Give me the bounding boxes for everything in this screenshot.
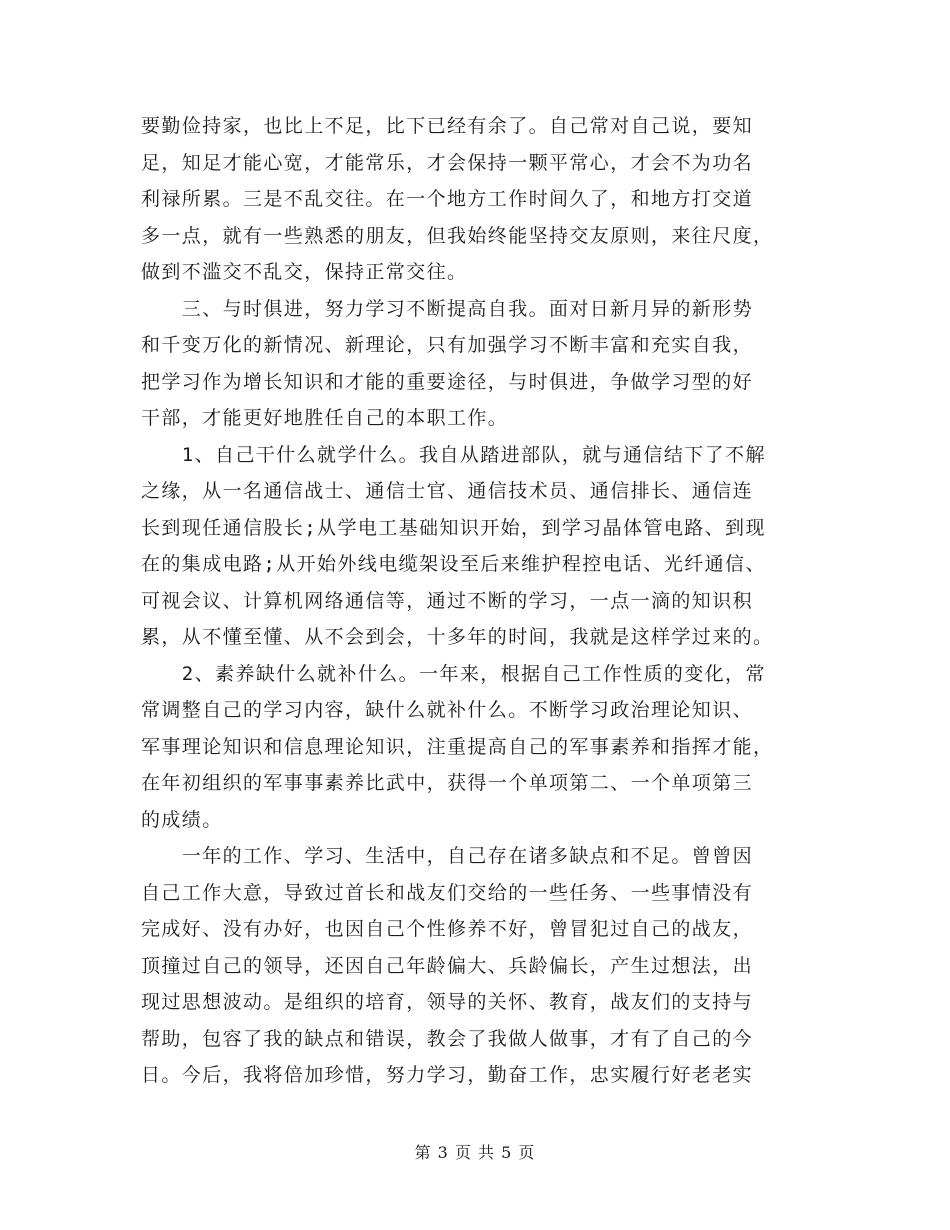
text-line: 一年的工作、学习、生活中，自己存在诸多缺点和不足。曾曾因 [141, 845, 754, 867]
text-line: 在年初组织的军事事素养比武中，获得一个单项第二、一个单项第三 [141, 772, 754, 794]
text-line: 可视会议、计算机网络通信等，通过不断的学习，一点一滴的知识积 [141, 589, 754, 612]
text-line: 在的集成电路;从开始外线电缆架设至后来维护程控电话、光纤通信、 [141, 553, 766, 575]
page-number: 第 3 页 共 5 页 [414, 1143, 536, 1162]
text-line: 足，知足才能心宽，才能常乐，才会保持一颗平常心，才会不为功名 [141, 151, 754, 174]
text-line: 干部，才能更好地胜任自己的本职工作。 [141, 407, 509, 429]
text-line: 要勤俭持家，也比上不足，比下已经有余了。自己常对自己说，要知 [141, 115, 754, 137]
text-line: 1、自己干什么就学什么。我自从踏进部队，就与通信结下了不解 [141, 443, 766, 466]
text-line: 长到现任通信股长;从学电工基础知识开始，到学习晶体管电路、到现 [141, 516, 766, 539]
text-line: 多一点，就有一些熟悉的朋友，但我始终能坚持交友原则，来往尺度， [141, 224, 774, 247]
text-line: 的成绩。 [141, 808, 223, 831]
text-line: 和千变万化的新情况、新理论，只有加强学习不断丰富和充实自我， [141, 334, 754, 356]
text-line: 现过思想波动。是组织的培育，领导的关怀、教育，战友们的支持与 [141, 991, 754, 1013]
text-line: 日。今后，我将倍加珍惜，努力学习，勤奋工作，忠实履行好老老实 [141, 1064, 754, 1086]
text-line: 顶撞过自己的领导，还因自己年龄偏大、兵龄偏长，产生过想法，出 [141, 954, 754, 977]
text-line: 累，从不懂至懂、从不会到会，十多年的时间，我就是这样学过来的。 [141, 626, 774, 648]
text-line: 利禄所累。三是不乱交往。在一个地方工作时间久了，和地方打交道 [141, 188, 754, 210]
text-line: 常调整自己的学习内容，缺什么就补什么。不断学习政治理论知识、 [141, 699, 754, 721]
document-body [141, 108, 806, 1094]
text-line: 完成好、没有办好，也因自己个性修养不好，曾冒犯过自己的战友， [141, 918, 754, 940]
text-line: 自己工作大意，导致过首长和战友们交给的一些任务、一些事情没有 [141, 881, 754, 904]
text-line: 帮助，包容了我的缺点和错误，教会了我做人做事，才有了自己的今 [141, 1027, 754, 1050]
text-line: 三、与时俱进，努力学习不断提高自我。面对日新月异的新形势 [141, 297, 754, 320]
text-line: 把学习作为增长知识和才能的重要途径，与时俱进，争做学习型的好 [141, 370, 754, 393]
text-line: 2、素养缺什么就补什么。一年来，根据自己工作性质的变化，常 [141, 662, 766, 685]
text-line: 做到不滥交不乱交，保持正常交往。 [141, 261, 468, 283]
text-line: 军事理论知识和信息理论知识，注重提高自己的军事素养和指挥才能， [141, 735, 774, 758]
text-line: 之缘，从一名通信战士、通信士官、通信技术员、通信排长、通信连 [141, 480, 754, 502]
